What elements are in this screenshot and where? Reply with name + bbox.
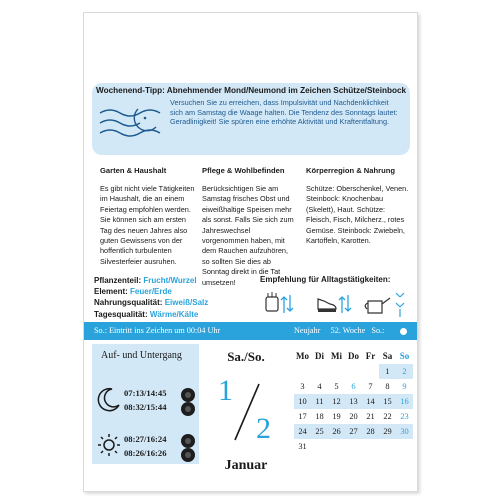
moon-time-sun: 08:32/15:44 [124,402,167,412]
calendar-day: 26 [328,424,345,439]
column-heading: Körperregion & Nahrung [306,166,396,175]
calendar-day: 20 [349,412,358,421]
day-quality-value: Wärme/Kälte [149,309,199,319]
calendar-day: 25 [311,424,328,439]
holiday-label: Neujahr [294,326,321,335]
moon-waves-icon [98,103,168,139]
calendar-day [294,364,311,379]
moon-phase-icon [181,402,195,416]
calendar-day [362,439,379,454]
weekday-header: Mi [331,351,342,361]
calendar-day: 27 [345,424,362,439]
brush-icon [266,292,278,311]
column-garden [100,166,196,267]
day-number-sun: 2 [256,412,271,445]
calendar-day: 22 [383,412,392,421]
calendar-day: 7 [368,382,373,391]
calendar-day: 14 [362,394,379,409]
activity-icons [264,289,412,319]
weekend-tip-text: Versuchen Sie zu erreichen, dass Impulsivität und Nachdenklichkeit sich am Samstag die Waage halten. Die Tendenz des Sonntags lautet: Geradlinigkeit! Sie spüren eine erhöhte Aktivität und Kraftentfaltung. [170,98,398,127]
calendar-day: 5 [334,382,339,391]
calendar-day [328,364,345,379]
calendar-week-row [294,424,414,439]
calendar-day [379,439,396,454]
calendar-day: 21 [366,412,375,421]
moon-time-sat: 07:13/14:45 [124,388,167,398]
month-name: Januar [224,458,268,473]
calendar-day [345,439,362,454]
calendar-day: 30 [396,424,413,439]
moon-phase-icon [181,448,195,462]
weekday-header: Mo [296,351,309,361]
weekday-header: So [399,351,410,361]
calendar-week-row [294,439,414,454]
calendar-day: 2 [396,364,413,379]
calendar-day: 28 [362,424,379,439]
column-heading: Garten & Haushalt [100,166,167,175]
weekday-header: Fr [365,351,376,361]
calendar-day: 6 [351,382,356,391]
calendar-day: 16 [396,394,413,409]
rise-set-panel [92,344,199,464]
arrows-icon [396,293,404,317]
calendar-day: 29 [379,424,396,439]
calendar-week-row [294,409,414,424]
arrow-up-down-icon [339,295,351,313]
calendar-day [345,364,362,379]
bar-right [294,326,384,335]
calendar-day: 19 [332,412,341,421]
calendar-day [362,364,379,379]
column-body [306,166,412,246]
day-number-sat: 1 [218,374,233,407]
arrow-up-down-icon [281,295,293,313]
calendar-day: 8 [385,382,390,391]
element-label: Element: [94,287,128,297]
calendar-week-row [294,364,414,379]
calendar-day: 17 [298,412,307,421]
calendar-day [396,439,413,454]
calendar-day: 9 [402,382,407,391]
weekend-tip-box [92,83,410,155]
sun-time-sat: 08:27/16:24 [124,434,167,444]
calendar-day [311,439,328,454]
calendar-day: 10 [294,394,311,409]
weekday-label: So.: [371,326,385,335]
column-text: Berücksichtigen Sie am Samstag frisches Obst und eiweißhaltige Speisen mehr als sonst. Falls Sie sich zum Jahreswechsel vorgenommen haben, mit dem Rauchen aufzuhören, so sollten Sie dies ab Sonntag direkt in die Tat umsetzen! [202,184,294,287]
calendar-day: 15 [379,394,396,409]
sun-icon [96,432,122,458]
weekend-tip-title: Wochenend-Tipp: Abnehmender Mond/Neumond im Zeichen Schütze/Steinbock [96,86,407,95]
crescent-moon-icon [96,386,122,412]
calendar-day: 12 [328,394,345,409]
moon-phase-icon [181,434,195,448]
column-heading: Pflege & Wohlbefinden [202,166,285,175]
mini-calendar [294,349,414,454]
calendar-day: 31 [298,442,307,451]
calendar-grid [294,364,414,454]
calendar-day: 24 [294,424,311,439]
sign-entry-text: So.: Eintritt ins Zeichen um 00:04 Uhr [94,326,221,335]
plant-part-value: Frucht/Wurzel [143,276,197,285]
weekday-header: Di [315,351,324,361]
activities-title: Empfehlung für Alltagstätigkeiten: [260,275,391,284]
calendar-day: 3 [300,382,305,391]
weekday-header: Do [348,351,359,361]
shoe-icon [318,299,336,312]
column-care [202,166,294,288]
calendar-day: 1 [379,364,396,379]
full-moon-icon [400,328,407,335]
calendar-day: 13 [345,394,362,409]
week-label: 52. Woche [330,326,366,335]
calendar-day [311,364,328,379]
column-text: Es gibt nicht viele Tätigkeiten im Haushalt, die an einem Feiertag empfohlen werden. Sie können sich am ersten Tag des neuen Jahres also guten Gewissens von der hoffentlich turbulenten Silvesterfeier ausruhen. [100,184,195,266]
element-value: Feuer/Erde [130,287,172,297]
sun-time-sun: 08:26/16:26 [124,448,167,458]
calendar-day [328,439,345,454]
nutrition-label: Nahrungsqualität: [94,298,163,308]
calendar-day: 18 [315,412,324,421]
nutrition-value: Eiweiß/Salz [164,298,209,308]
day-quality-label: Tagesqualität: [94,309,148,319]
calendar-week-row [294,379,414,394]
calendar-day: 11 [311,394,328,409]
calendar-page [83,12,418,492]
rise-set-title: Auf- und Untergang [101,350,182,361]
calendar-day: 23 [400,412,409,421]
weekday-names: Sa./So. [227,349,265,364]
moon-phase-icon [181,388,195,402]
column-text: Schütze: Oberschenkel, Venen. Steinbock: Knochenbau (Skelett), Haut. Schütze: Fleisch, Fisch, Milcherz., rotes Gemüse. Steinbock: Zwiebeln, Kartoffeln, Karotten. [306,184,409,246]
calendar-week-row [294,394,414,409]
date-display [202,344,290,484]
weekday-header: Sa [382,351,393,361]
watering-can-icon [365,298,390,313]
calendar-header [294,349,414,364]
plant-part-label: Pflanzenteil: [94,276,142,285]
calendar-day: 4 [317,382,322,391]
info-bar [84,322,418,340]
